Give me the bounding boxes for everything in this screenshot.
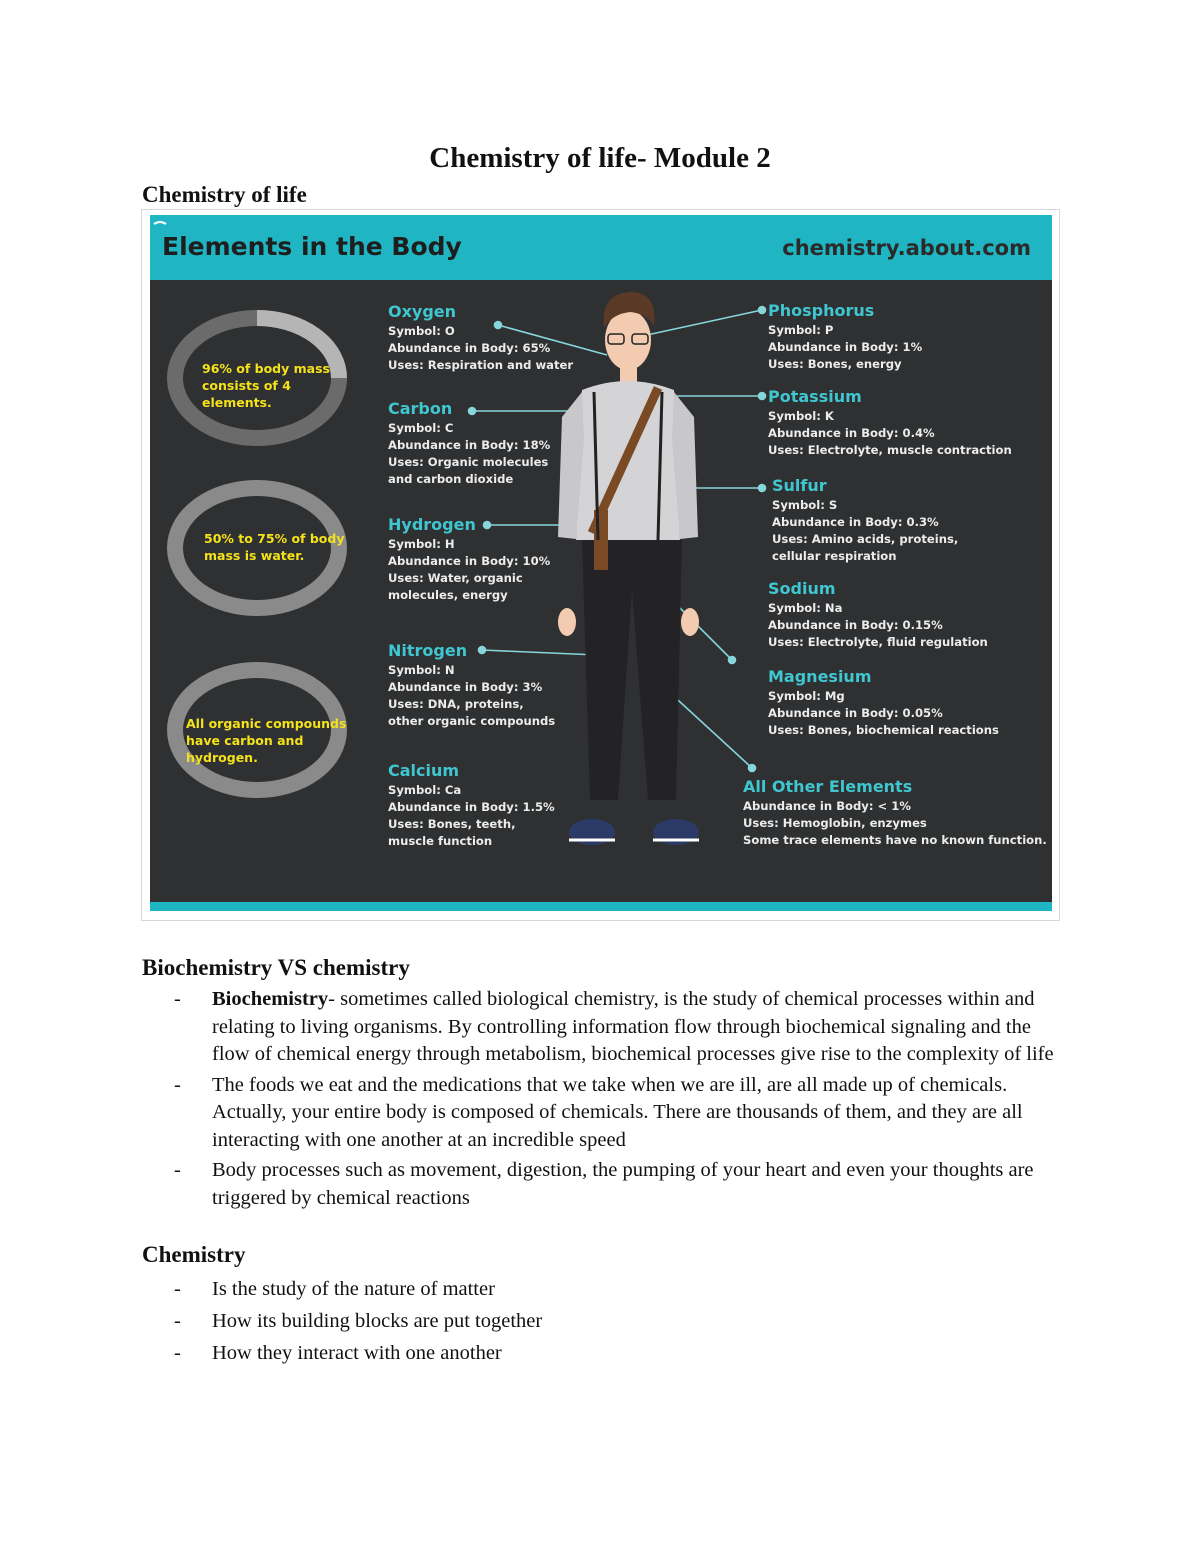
list-item (142, 986, 1072, 1069)
fact-2-line: mass is water. (204, 548, 305, 563)
list-dash: - (174, 1310, 181, 1332)
element-name: Phosphorus (768, 301, 875, 320)
element-nitrogen (388, 640, 555, 730)
fact-3-line: have carbon and hydrogen. (186, 733, 304, 765)
element-detail: Uses: Amino acids, proteins, (772, 532, 959, 546)
list-item-text: - sometimes called biological chemistry, is the study of chemical processes within and relating to living organisms. By controlling information flow through biochemical signaling and the flow of chemical energy through metabolism, biochemical processes give rise to the complexity of life (212, 988, 1054, 1065)
element-detail: Symbol: Na (768, 601, 843, 615)
element-detail: Abundance in Body: 0.15% (768, 618, 943, 632)
element-detail: Uses: Hemoglobin, enzymes (743, 816, 927, 830)
element-detail: Abundance in Body: 18% (388, 438, 551, 452)
list-item (142, 1275, 1072, 1303)
element-name: Magnesium (768, 667, 872, 686)
element-oxygen (388, 301, 573, 374)
list-item (142, 1307, 1072, 1335)
element-detail: Symbol: H (388, 537, 455, 551)
list-item-text: Is the study of the nature of matter (212, 1278, 495, 1300)
term-biochemistry: Biochemistry (212, 988, 329, 1010)
list-item (142, 1339, 1072, 1367)
fact-2 (204, 530, 354, 564)
element-detail: muscle function (388, 834, 493, 848)
element-detail: Symbol: Mg (768, 689, 845, 703)
element-hydrogen (388, 514, 550, 604)
element-detail: other organic compounds (388, 714, 556, 728)
infographic-footer-bar (150, 902, 1052, 911)
element-detail: Abundance in Body: 0.4% (768, 426, 935, 440)
fact-1 (202, 360, 362, 411)
section-heading-biochemistry: Biochemistry VS chemistry (142, 955, 410, 980)
element-detail: molecules, energy (388, 588, 508, 602)
element-name: Sodium (768, 579, 836, 598)
element-detail: Abundance in Body: 3% (388, 680, 543, 694)
element-name: Sulfur (772, 476, 827, 495)
element-detail: Uses: Respiration and water (388, 358, 574, 372)
elements-infographic (141, 209, 1060, 921)
element-detail: Uses: Bones, energy (768, 357, 902, 371)
list-dash: - (174, 1073, 181, 1096)
section-heading-chemistry: Chemistry (142, 1242, 246, 1267)
element-detail: Abundance in Body: 1% (768, 340, 923, 354)
element-detail: Symbol: K (768, 409, 834, 423)
person-face (605, 310, 651, 370)
list-item-text: Body processes such as movement, digestion, the pumping of your heart and even your thoughts are triggered by chemical reactions (212, 1159, 1034, 1209)
element-name: Nitrogen (388, 641, 468, 660)
fact-3 (186, 715, 376, 766)
element-name: All Other Elements (743, 777, 913, 796)
element-detail: Uses: Bones, biochemical reactions (768, 723, 999, 737)
element-detail: Symbol: Ca (388, 783, 462, 797)
fact-3-line: All organic compounds (186, 716, 347, 731)
document-title: Chemistry of life- Module 2 (429, 142, 771, 174)
element-detail: Symbol: C (388, 421, 454, 435)
element-detail: and carbon dioxide (388, 472, 514, 486)
element-name: Oxygen (388, 302, 457, 321)
element-magnesium (768, 666, 999, 739)
element-name: Hydrogen (388, 515, 476, 534)
element-name: Carbon (388, 399, 453, 418)
list-item-text: How they interact with one another (212, 1342, 502, 1364)
element-calcium (388, 760, 555, 850)
fact-2-line: 50% to 75% of body (204, 531, 345, 546)
element-phosphorus (768, 300, 922, 373)
element-detail: Symbol: S (772, 498, 838, 512)
element-potassium (768, 386, 1012, 459)
element-all-other (743, 776, 1047, 849)
element-detail: Abundance in Body: 10% (388, 554, 551, 568)
element-carbon (388, 398, 550, 488)
element-detail: Uses: Electrolyte, fluid regulation (768, 635, 988, 649)
list-dash: - (174, 1342, 181, 1364)
fact-1-line: consists of 4 elements. (202, 378, 291, 410)
section-heading-chemistry-of-life: Chemistry of life (142, 182, 307, 207)
infographic-source: chemistry.about.com (782, 236, 1031, 260)
element-name: Potassium (768, 387, 862, 406)
infographic-title: Elements in the Body (162, 232, 462, 261)
list-item (142, 1072, 1072, 1155)
element-detail: Uses: Water, organic (388, 571, 523, 585)
element-detail: Uses: Organic molecules (388, 455, 549, 469)
list-dash: - (174, 988, 181, 1010)
element-detail: Abundance in Body: 1.5% (388, 800, 555, 814)
element-detail: Symbol: O (388, 324, 455, 338)
element-name: Calcium (388, 761, 460, 780)
element-sulfur (772, 475, 958, 565)
list-item-text: The foods we eat and the medications that we take when we are ill, are all made up of chemicals. Actually, your entire body is composed of chemicals. There are thousands of them, and they are all interacting with one another at an incredible speed (212, 1073, 1023, 1151)
list-dash: - (174, 1278, 181, 1300)
element-detail: cellular respiration (772, 549, 897, 563)
element-detail: Uses: Electrolyte, muscle contraction (768, 443, 1012, 457)
list-item-text: How its building blocks are put together (212, 1310, 543, 1332)
element-detail: Abundance in Body: 0.05% (768, 706, 943, 720)
element-detail: Uses: DNA, proteins, (388, 697, 524, 711)
element-detail: Symbol: N (388, 663, 455, 677)
element-detail: Some trace elements have no known function. (743, 833, 1047, 847)
element-sodium (768, 578, 988, 651)
biochemistry-list (142, 986, 1072, 1215)
element-detail: Abundance in Body: 65% (388, 341, 551, 355)
element-detail: Abundance in Body: 0.3% (772, 515, 939, 529)
list-dash: - (174, 1159, 181, 1181)
list-item (142, 1157, 1072, 1212)
element-detail: Symbol: P (768, 323, 834, 337)
fact-1-line: 96% of body mass (202, 361, 330, 376)
element-detail: Uses: Bones, teeth, (388, 817, 516, 831)
chemistry-list (142, 1275, 1072, 1371)
element-detail: Abundance in Body: < 1% (743, 799, 911, 813)
